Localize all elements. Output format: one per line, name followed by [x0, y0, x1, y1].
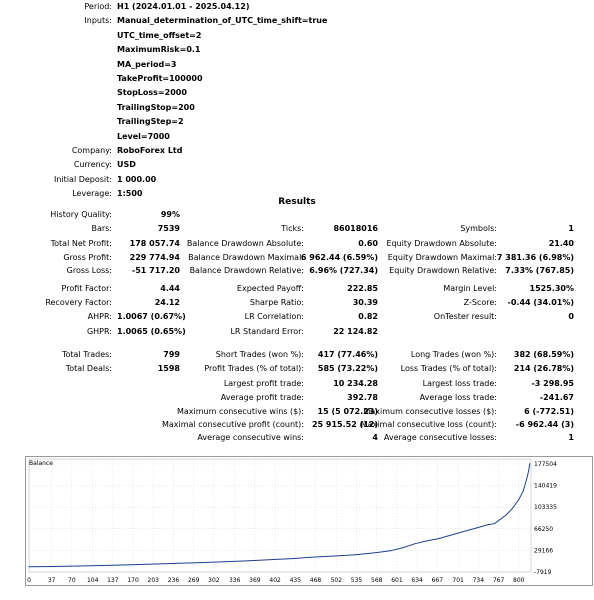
settings-value: 1:500: [117, 189, 143, 199]
balance-chart: [25, 456, 593, 586]
y-tick-label: 66250: [534, 525, 554, 533]
x-tick-label: 502: [330, 577, 343, 584]
settings-value: UTC_time_offset=2: [117, 30, 202, 40]
result-value: 86018016: [333, 224, 378, 233]
balance-point: [224, 561, 225, 562]
settings-value: MaximumRisk=0.1: [117, 45, 201, 55]
settings-label: Leverage:: [72, 189, 112, 199]
result-label: Maximal consecutive profit (count):: [161, 420, 304, 429]
result-value: 22 124.82: [333, 327, 378, 336]
x-tick-label: 137: [107, 577, 119, 584]
result-label: Symbols:: [460, 224, 497, 233]
result-value: 6 (-772.51): [524, 407, 574, 416]
result-value: 30.39: [352, 298, 378, 307]
x-tick-label: 37: [47, 577, 56, 584]
result-value: 799: [163, 350, 180, 359]
result-value: 1: [568, 433, 574, 442]
result-value: 1: [568, 224, 574, 233]
result-value: 25 915.52 (12): [311, 420, 378, 429]
balance-point: [77, 565, 78, 566]
x-tick-label: 336: [228, 577, 241, 584]
balance-point: [475, 528, 476, 529]
balance-point: [310, 557, 311, 558]
result-label: LR Correlation:: [244, 312, 304, 321]
settings-value: TrailingStop=200: [117, 102, 195, 112]
result-value: 229 774.94: [129, 253, 180, 262]
balance-point: [200, 562, 201, 563]
balance-point: [353, 554, 354, 555]
result-label: AHPR:: [87, 312, 112, 321]
balance-point: [463, 531, 464, 532]
settings-label: Company:: [71, 146, 112, 155]
x-tick-label: 302: [208, 577, 220, 584]
result-value: 214 (26.78%): [513, 364, 574, 373]
x-tick-label: 236: [167, 577, 180, 584]
result-value: 1525.30%: [529, 284, 574, 293]
result-label: Z-Score:: [463, 298, 497, 307]
result-label: Average consecutive losses:: [383, 433, 497, 442]
balance-point: [414, 543, 415, 544]
result-label: Gross Profit:: [63, 253, 112, 262]
balance-point: [439, 538, 440, 539]
settings-label: Period:: [84, 2, 112, 11]
result-value: 585 (73.22%): [317, 364, 378, 373]
x-tick-label: 468: [309, 577, 322, 584]
result-value: 99%: [160, 210, 180, 219]
result-label: Short Trades (won %):: [215, 350, 304, 359]
y-tick-label: 29166: [534, 547, 554, 555]
balance-point: [529, 463, 530, 464]
settings-value: 1 000.00: [117, 174, 157, 184]
balance-point: [526, 481, 527, 482]
result-label: Largest loss trade:: [422, 379, 497, 388]
result-value: 7539: [157, 224, 180, 233]
x-tick-label: 170: [127, 577, 139, 584]
result-label: Profit Factor:: [61, 284, 112, 293]
result-label: Long Trades (won %):: [410, 350, 497, 359]
result-label: LR Standard Error:: [230, 327, 304, 336]
x-tick-label: 203: [147, 577, 160, 584]
balance-point: [451, 535, 452, 536]
balance-point: [151, 564, 152, 565]
result-value: 222.85: [347, 284, 378, 293]
x-tick-label: 667: [431, 577, 444, 584]
result-value: 178 057.74: [129, 239, 180, 248]
result-value: 15 (5 072.23): [317, 407, 378, 416]
result-value: 7.33% (767.85): [505, 266, 574, 275]
x-tick-label: 0: [27, 577, 31, 584]
x-tick-label: 568: [371, 577, 383, 584]
result-label: Balance Drawdown Relative:: [189, 266, 304, 275]
result-value: 0.82: [358, 312, 378, 321]
result-value: 417 (77.46%): [317, 350, 378, 359]
result-label: Equity Drawdown Maximal:: [387, 253, 497, 262]
y-tick-label: 103335: [534, 504, 557, 512]
settings-value: RoboForex Ltd: [117, 146, 183, 155]
balance-point: [102, 565, 103, 566]
result-label: Sharpe Ratio:: [249, 298, 304, 307]
x-tick-label: 601: [391, 577, 403, 584]
result-label: Average profit trade:: [220, 393, 304, 402]
x-tick-label: 369: [249, 577, 261, 584]
x-tick-label: 767: [492, 577, 505, 584]
result-value: 7 381.36 (6.98%): [496, 253, 574, 262]
x-tick-label: 800: [513, 577, 525, 584]
result-label: GHPR:: [86, 327, 112, 336]
result-value: 0.60: [358, 239, 378, 248]
balance-point: [506, 514, 507, 515]
result-value: -6 962.44 (3): [515, 420, 574, 429]
result-value: 6 962.44 (6.59%): [300, 253, 378, 262]
result-value: 0: [568, 312, 574, 321]
result-label: Ticks:: [281, 224, 304, 233]
result-value: -241.67: [539, 393, 574, 402]
balance-point: [29, 566, 30, 567]
result-label: Bars:: [91, 224, 112, 233]
x-tick-label: 104: [86, 577, 99, 584]
x-tick-label: 435: [289, 577, 302, 584]
y-tick-label: -7919: [534, 569, 552, 576]
settings-value: Level=7000: [117, 131, 170, 141]
result-value: -3 298.95: [531, 379, 574, 388]
balance-point: [426, 540, 427, 541]
result-value: 10 234.28: [333, 379, 378, 388]
chart-frame: [26, 457, 593, 586]
result-value: -0.44 (34.01%): [507, 298, 574, 307]
y-tick-label: 177504: [534, 460, 557, 468]
result-label: Equity Drawdown Absolute:: [386, 239, 497, 248]
result-value: 4.44: [160, 284, 180, 293]
y-tick-label: 140419: [534, 482, 557, 490]
result-label: Total Deals:: [65, 364, 112, 373]
result-label: History Quality:: [50, 210, 112, 219]
settings-value: MA_period=3: [117, 59, 177, 69]
x-tick-label: 634: [411, 577, 423, 584]
result-value: -51 717.20: [131, 266, 180, 275]
settings-label: Initial Deposit:: [54, 174, 112, 184]
settings-value: TakeProfit=100000: [117, 74, 203, 83]
result-label: Balance Drawdown Maximal:: [188, 253, 304, 262]
result-label: Equity Drawdown Relative:: [389, 266, 497, 275]
result-value: 21.40: [548, 239, 574, 248]
result-label: OnTester result:: [433, 312, 497, 321]
balance-point: [126, 564, 127, 565]
balance-point: [292, 558, 293, 559]
result-label: Total Net Profit:: [50, 239, 112, 248]
balance-point: [523, 491, 524, 492]
result-label: Gross Loss:: [66, 266, 112, 275]
settings-value: H1 (2024.01.01 - 2025.04.12): [117, 2, 250, 11]
balance-point: [518, 499, 519, 500]
settings-value: Manual_determination_of_UTC_time_shift=true: [117, 16, 328, 26]
result-label: Largest profit trade:: [223, 379, 304, 388]
result-value: 392.78: [347, 393, 378, 402]
balance-point: [335, 556, 336, 557]
result-value: 1598: [157, 364, 180, 373]
result-value: 1.0065 (0.65%): [117, 327, 186, 336]
settings-value: USD: [117, 160, 136, 170]
result-value: 24.12: [154, 298, 180, 307]
result-label: Maximal consecutive loss (count):: [360, 420, 497, 429]
balance-point: [53, 566, 54, 567]
balance-point: [500, 519, 501, 520]
result-value: 6.96% (727.34): [309, 266, 378, 275]
balance-point: [371, 553, 372, 554]
settings-value: StopLoss=2000: [117, 88, 187, 98]
results-title: Results: [278, 197, 316, 207]
x-tick-label: 70: [68, 577, 76, 584]
result-label: Margin Level:: [443, 284, 497, 293]
x-tick-label: 734: [472, 577, 485, 584]
balance-point: [175, 563, 176, 564]
result-label: Maximum consecutive wins ($):: [176, 407, 304, 416]
balance-point: [494, 523, 495, 524]
settings-label: Inputs:: [84, 16, 112, 26]
balance-point: [390, 550, 391, 551]
x-tick-label: 269: [187, 577, 200, 584]
result-label: Expected Payoff:: [236, 284, 304, 293]
result-label: Recovery Factor:: [45, 298, 112, 307]
settings-label: Currency:: [73, 160, 112, 170]
x-tick-label: 535: [350, 577, 363, 584]
x-tick-label: 402: [269, 577, 281, 584]
balance-point: [488, 524, 489, 525]
balance-point: [512, 508, 513, 509]
result-label: Average consecutive wins:: [197, 433, 304, 442]
balance-chart-svg: [25, 456, 593, 586]
result-label: Average loss trade:: [419, 393, 497, 402]
result-label: Maximum consecutive losses ($):: [363, 407, 497, 416]
balance-point: [273, 559, 274, 560]
balance-point: [528, 471, 529, 472]
result-label: Profit Trades (% of total):: [204, 364, 304, 373]
balance-point: [402, 547, 403, 548]
result-value: 382 (68.59%): [513, 350, 574, 359]
settings-value: TrailingStep=2: [117, 117, 184, 127]
x-tick-label: 701: [452, 577, 464, 584]
result-label: Loss Trades (% of total):: [400, 364, 497, 373]
result-label: Balance Drawdown Absolute:: [186, 239, 304, 248]
chart-title: Balance: [29, 460, 53, 467]
balance-point: [249, 560, 250, 561]
result-value: 4: [372, 433, 378, 442]
result-label: Total Trades:: [62, 350, 112, 359]
result-value: 1.0067 (0.67%): [117, 312, 186, 321]
